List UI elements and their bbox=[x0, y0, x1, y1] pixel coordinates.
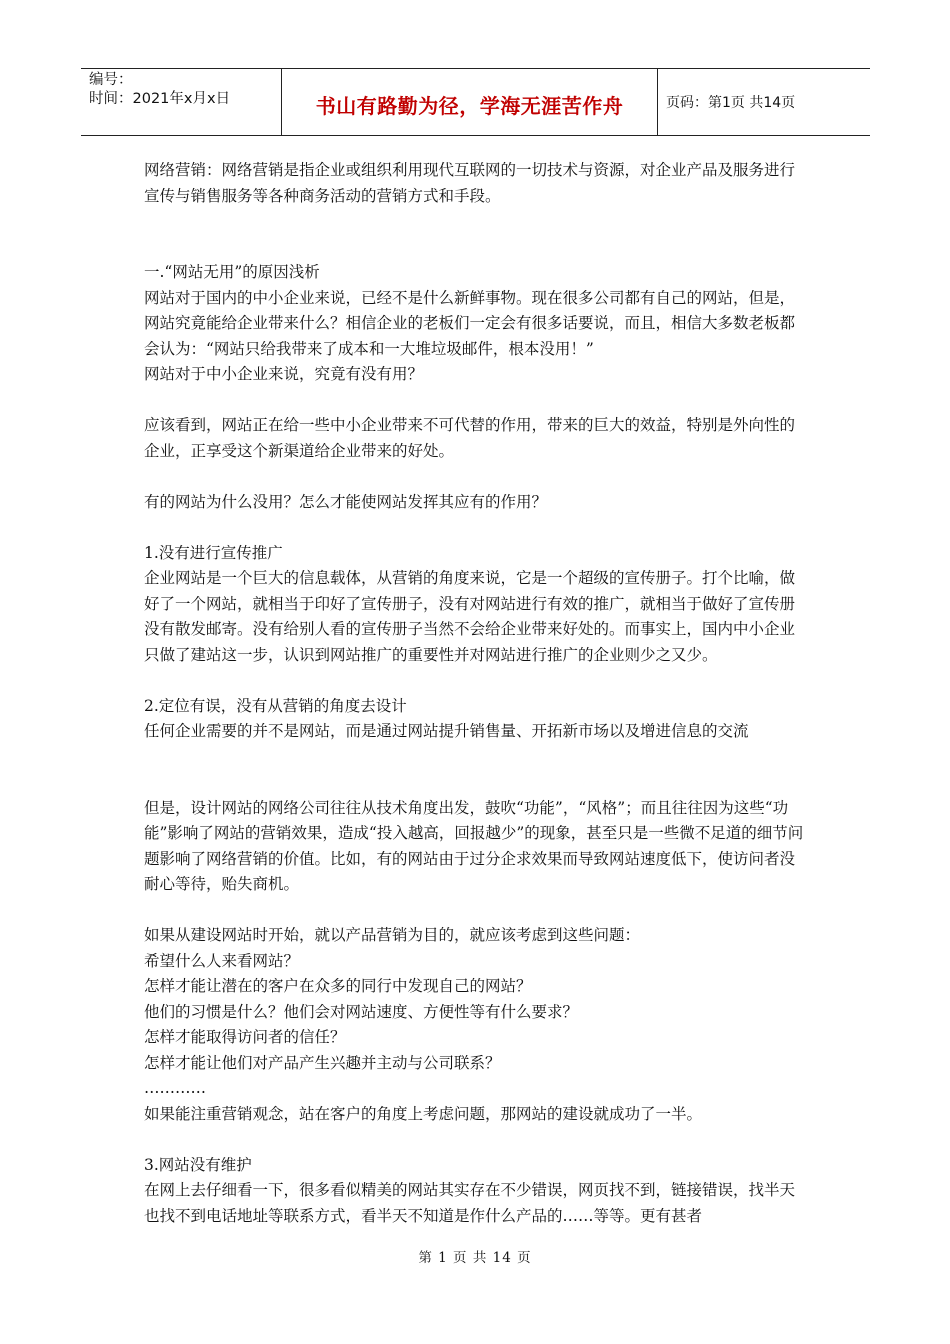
paragraph: 企业网站是一个巨大的信息载体，从营销的角度来说，它是一个超级的宣传册子。打个比喻，做好了一个网站，就相当于印好了宣传册子，没有对网站进行有效的推广，就相当于做好了宣传册没有散发邮寄。没有给别人看的宣传册子当然不会给企业带来好处的。而事实上，国内中小企业只做了建站这一步，认识到网站推广的重要性并对网站进行推广的企业则少之又少。 bbox=[144, 569, 796, 664]
question-item: 怎样才能让他们对产品产生兴趣并主动与公司联系？ bbox=[144, 1053, 501, 1072]
question-item: 希望什么人来看网站？ bbox=[144, 951, 300, 970]
paragraph: 任何企业需要的并不是网站，而是通过网站提升销售量、开拓新市场以及增进信息的交流 bbox=[144, 722, 749, 740]
subsection-heading: 3.网站没有维护 bbox=[144, 1155, 252, 1174]
question-item: 他们的习惯是什么？他们会对网站速度、方便性等有什么要求？ bbox=[144, 1002, 579, 1021]
header-page-info: 页码：第1页 共14页 bbox=[666, 95, 796, 111]
subsection-heading: 1.没有进行宣传推广 bbox=[144, 543, 283, 562]
section-heading: 一.“网站无用”的原因浅析 bbox=[144, 263, 320, 281]
document-date-label: 时间：2021年x月x日 bbox=[89, 91, 231, 107]
paragraph: 网站对于中小企业来说，究竟有没有用？ bbox=[144, 365, 424, 383]
header-table bbox=[81, 68, 870, 136]
ellipsis-line: ………… bbox=[144, 1079, 206, 1097]
paragraph: 应该看到，网站正在给一些中小企业带来不可代替的作用，带来的巨大的效益，特别是外向性的企业，正享受这个新渠道给企业带来的好处。 bbox=[144, 416, 796, 460]
header-left-cell bbox=[81, 69, 282, 135]
header-motto: 书山有路勤为径，学海无涯苦作舟 bbox=[282, 69, 658, 135]
paragraph: 网站对于国内的中小企业来说，已经不是什么新鲜事物。现在很多公司都有自己的网站，但是，网站究竟能给企业带来什么？相信企业的老板们一定会有很多话要说，而且，相信大多数老板都会认为：“网站只给我带来了成本和一大堆垃圾邮件，根本没用！” bbox=[144, 288, 796, 358]
document-number-label: 编号： bbox=[89, 72, 133, 88]
subsection-heading: 2.定位有误，没有从营销的角度去设计 bbox=[144, 696, 407, 715]
paragraph: 在网上去仔细看一下，很多看似精美的网站其实存在不少错误，网页找不到，链接错误，找半天也找不到电话地址等联系方式，看半天不知道是作什么产品的……等等。更有甚者 bbox=[144, 1181, 796, 1225]
paragraph: 但是，设计网站的网络公司往往从技术角度出发，鼓吹“功能”，“风格”；而且往往因为这些“功能”影响了网站的营销效果，造成“投入越高，回报越少”的现象，甚至只是一些微不足道的细节问题影响了网络营销的价值。比如，有的网站由于过分企求效果而导致网站速度低下，使访问者没耐心等待，贻失商机。 bbox=[144, 798, 804, 893]
question-item: 怎样才能取得访问者的信任？ bbox=[144, 1028, 346, 1046]
paragraph: 如果能注重营销观念，站在客户的角度上考虑问题，那网站的建设就成功了一半。 bbox=[144, 1104, 703, 1123]
paragraph: 如果从建设网站时开始，就以产品营销为目的，就应该考虑到这些问题： bbox=[144, 926, 641, 944]
paragraph-definition: 网络营销：网络营销是指企业或组织利用现代互联网的一切技术与资源，对企业产品及服务进行宣传与销售服务等各种商务活动的营销方式和手段。 bbox=[144, 161, 796, 205]
document-body bbox=[144, 158, 810, 1229]
paragraph: 有的网站为什么没用？怎么才能使网站发挥其应有的作用？ bbox=[144, 492, 548, 511]
question-item: 怎样才能让潜在的客户在众多的同行中发现自己的网站？ bbox=[144, 977, 532, 995]
page-footer: 第 1 页 共 14 页 bbox=[418, 1250, 532, 1266]
